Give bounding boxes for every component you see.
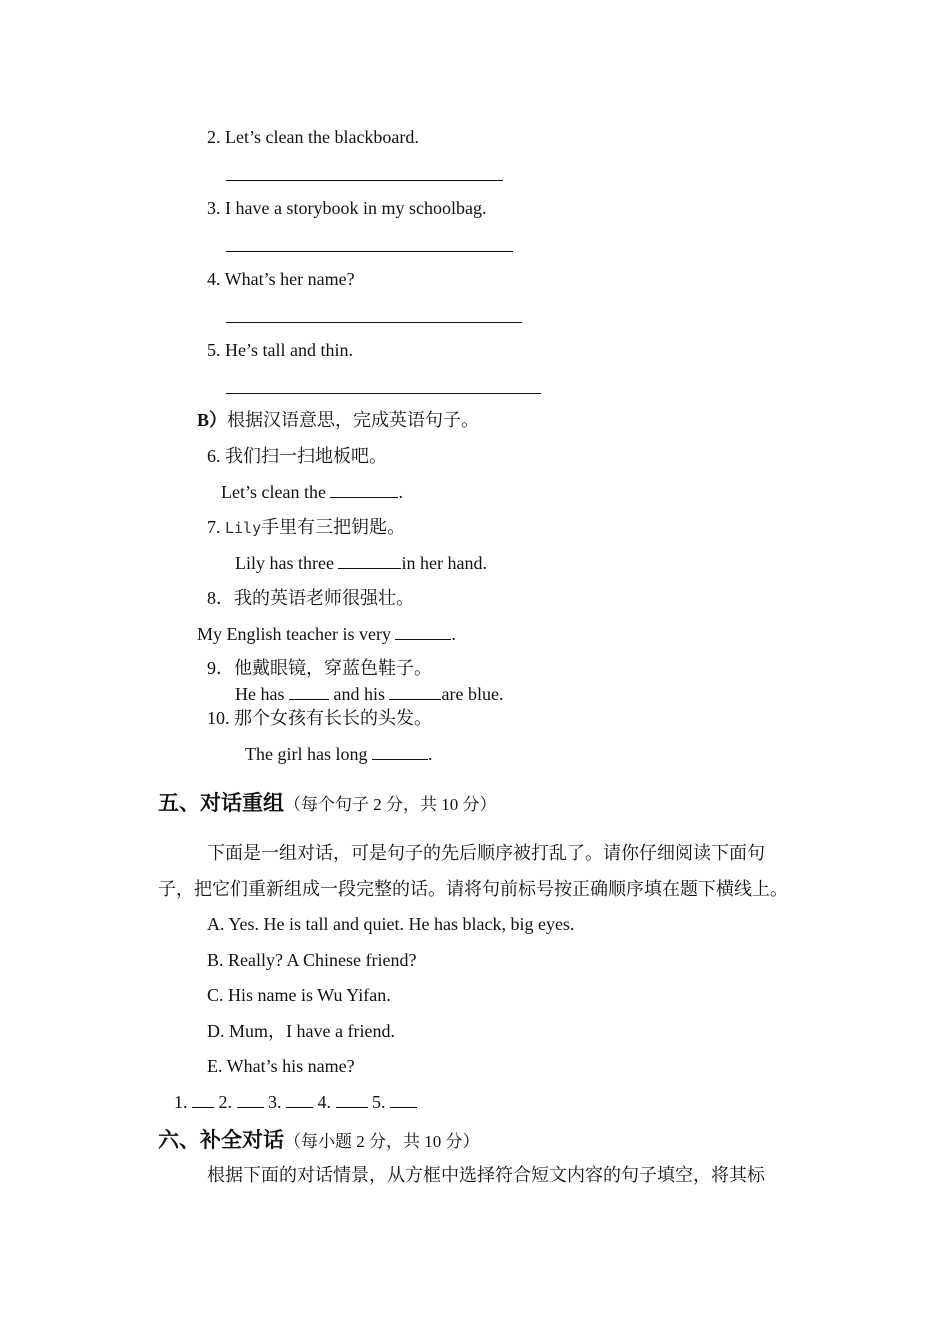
blank-6[interactable] [330, 481, 398, 498]
question-8-english: My English teacher is very . [197, 624, 456, 644]
question-7-chinese: 7. Lily手里有三把钥匙。 [207, 517, 406, 537]
question-6-chinese: 6. 我们扫一扫地板吧。 [207, 446, 387, 466]
answer-line-2[interactable] [226, 180, 503, 181]
section-5-title: 五、对话重组 [158, 791, 284, 815]
question-9-english: He has and his are blue. [235, 684, 504, 704]
blank-7[interactable] [338, 552, 401, 569]
answer-blank-3[interactable] [286, 1091, 313, 1108]
section-5-intro-line-1: 下面是一组对话，可是句子的先后顺序被打乱了。请你仔细阅读下面句 [207, 843, 765, 863]
part-b-instruction [197, 409, 479, 431]
question-9-chinese: 9．他戴眼镜，穿蓝色鞋子。 [207, 658, 432, 678]
answer-line-3[interactable] [226, 251, 513, 252]
option-c: C. His name is Wu Yifan. [207, 985, 391, 1005]
blank-8[interactable] [395, 623, 451, 640]
question-7-english: Lily has three in her hand. [235, 553, 487, 573]
blank-10[interactable] [372, 743, 428, 760]
answer-blank-1[interactable] [192, 1091, 214, 1108]
section-6-title: 六、补全对话 [158, 1128, 284, 1152]
question-5: 5. He’s tall and thin. [207, 340, 353, 360]
section-6-intro-line-1: 根据下面的对话情景，从方框中选择符合短文内容的句子填空，将其标 [207, 1165, 765, 1185]
option-a: A. Yes. He is tall and quiet. He has black, big eyes. [207, 914, 575, 934]
answer-blank-5[interactable] [390, 1091, 417, 1108]
question-3: 3. I have a storybook in my schoolbag. [207, 198, 487, 218]
section-5-points: （每个句子 2 分，共 10 分） [284, 795, 497, 814]
blank-9a[interactable] [289, 683, 329, 700]
section-6-points: （每小题 2 分，共 10 分） [284, 1132, 480, 1151]
section-5-intro-line-2: 子，把它们重新组成一段完整的话。请将句前标号按正确顺序填在题下横线上。 [158, 879, 788, 899]
section-6-heading [158, 1127, 480, 1155]
question-10-english: The girl has long . [245, 744, 433, 764]
part-b-instruction-text: 根据汉语意思，完成英语句子。 [227, 410, 480, 430]
answer-sequence: 1. 2. 3. 4. 5. [174, 1091, 417, 1113]
option-b: B. Really? A Chinese friend? [207, 950, 417, 970]
option-d: D. Mum，I have a friend. [207, 1021, 395, 1041]
blank-9b[interactable] [389, 683, 441, 700]
question-6-english: Let’s clean the . [221, 482, 403, 502]
answer-blank-2[interactable] [237, 1091, 264, 1108]
answer-line-4[interactable] [226, 322, 522, 323]
question-8-chinese: 8．我的英语老师很强壮。 [207, 588, 414, 608]
section-5-heading [158, 790, 497, 818]
answer-line-5[interactable] [226, 393, 541, 394]
option-e: E. What’s his name? [207, 1056, 355, 1076]
question-4: 4. What’s her name? [207, 269, 355, 289]
part-b-label: B） [197, 410, 228, 430]
question-2: 2. Let’s clean the blackboard. [207, 127, 419, 147]
question-10-chinese: 10. 那个女孩有长长的头发。 [207, 708, 432, 728]
answer-blank-4[interactable] [336, 1091, 368, 1108]
